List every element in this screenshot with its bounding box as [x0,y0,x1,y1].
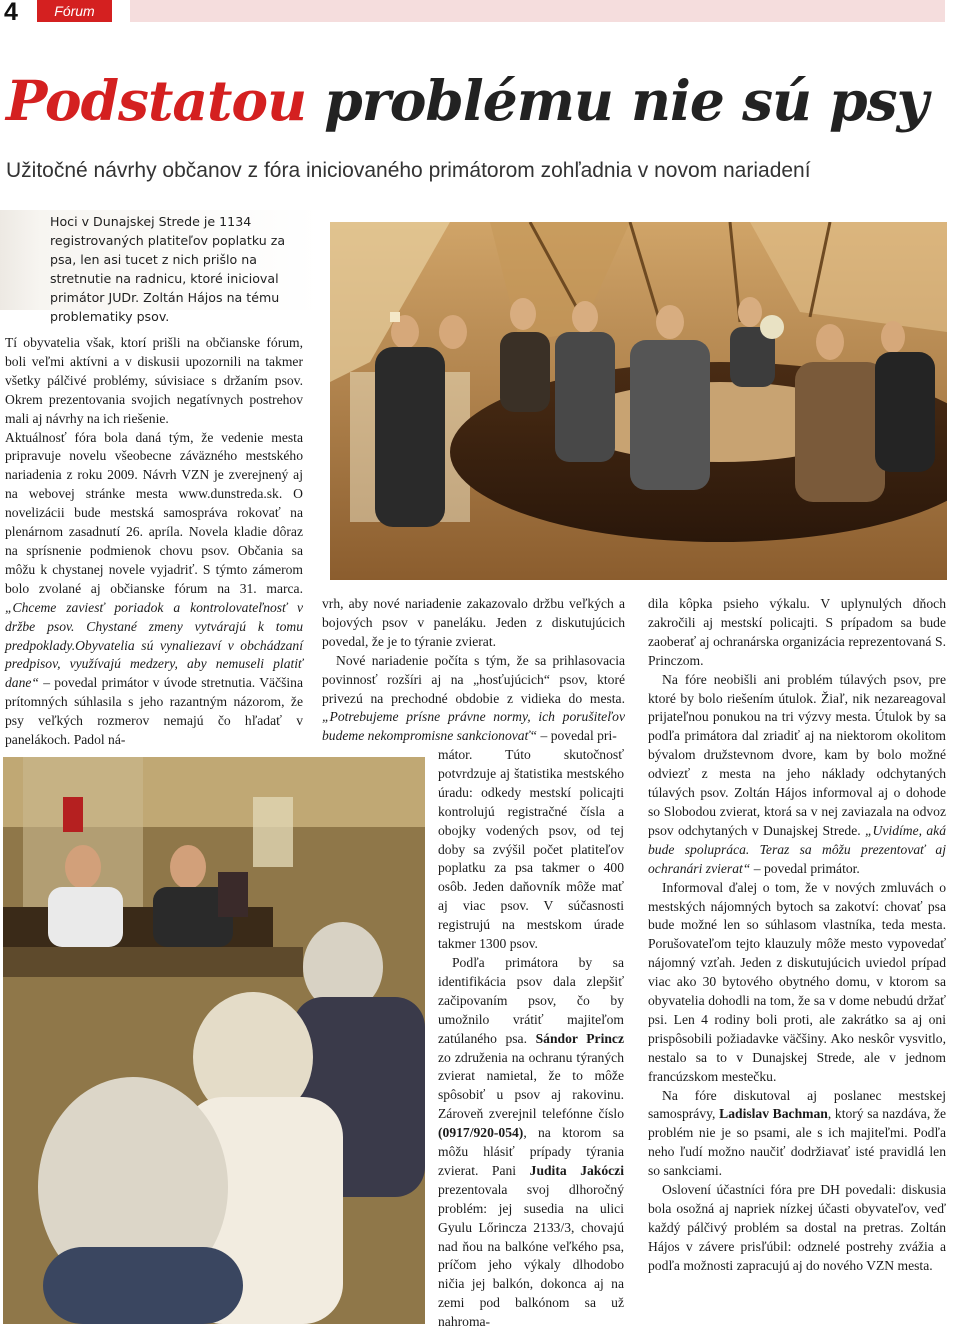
podium-photo [3,757,425,1324]
text-run: prezentovala svoj dlhoročný problém: jej susedia na ulici Gyulu Lőrincza 2133/3, chovajú nad ňou na balkóne veľkého psa, príčom jeho výkaly dlhodobo ničia jej balkón, dokonca aj na zemi pod balkónom sa už nahroma- [438,1181,624,1330]
paragraph [322,652,625,747]
lead-paragraph: Hoci v Dunajskej Strede je 1134 registrovaných platiteľov poplatku za psa, len asi tucet z nich prišlo na stretnutie na radnicu, ktoré inicioval primátor JUDr. Zoltán Hájos na tému problematiky psov. [50,214,286,324]
text-run: Aktuálnosť fóra bola daná tým, že vedenie mesta pripravuje novelu všeobecne záväzného mestského nariadenia z roku 2009. Návrh VZN je zverejnený aj na webovej stránke mesta www.dunstreda.sk. O novelizácii bude mestská samospráva rokovať na plenárnom zasadnutí 26. apríla. Novela kladie dôraz na sprísnenie podmienok chovu psov. Občania sa môžu k chystanej novele vyjadriť. S týmto zámerom bolo zvolané aj občianske fórum na 31. marca. [5,429,303,596]
headline [6,68,928,133]
paragraph [648,1087,946,1182]
person-name: Sándor Princz [535,1030,624,1046]
text-run: , na ktorom sa môžu hlásiť prípady týrania zvierat. Pani [438,1125,624,1178]
paragraph [438,954,624,1332]
quote: „Potrebujeme prísne právne normy, ich porušiteľov budeme nekompromisne sankcionovať“ [322,709,625,744]
section-label: Fórum [37,0,112,22]
text-run: – povedal primátor. [750,860,860,876]
paragraph: Oslovení účastníci fóra pre DH povedali: diskusia bola osožná aj napriek nízkej účasti obyvateľov, veď každý pálčivý problém sa dostal na pretras. Zoltán Hájos v závere prisľúbil: odznelé postrehy zvážia a podľa možnosti zapracujú aj do nového VZN mesta. [648,1182,946,1273]
quote: „Chceme zaviesť poriadok a kontrolovateľnosť v držbe psov. Chystané zmeny vytvárajú k tomu predpoklady.Obyvatelia sú vynaliezaví v obchádzaní predpisov, využívajú medzery, aby nemuseli platiť dane“ [5,599,303,691]
person-name: Judita Jakóczi [529,1162,624,1178]
text-run: Nové nariadenie počíta s tým, že sa prihlasovacia povinnosť rozšíri aj na „hosťujúcich“ psov, ktoré privezú na prechodné obdobie z vidieka do mesta. [322,652,625,706]
article-column-2-continued [438,746,624,1332]
paragraph: Tí obyvatelia však, ktorí prišli na občianske fórum, boli veľmi aktívni a v diskusii upozornili na takmer všetky pálčivé problémy, súvisiace s držaním psov. Okrem prezentovania svojich negatívnych postrehov mali aj návrhy na ich riešenie. [5,335,303,426]
paragraph [5,429,303,750]
headline-accent: Podstatou [6,68,307,133]
subheadline: Užitočné návrhy občanov z fóra iniciovaného primátorom zohľadnia v novom nariadení [6,159,811,182]
text-run: Na fóre diskutoval aj poslanec mestskej samosprávy, [648,1087,946,1122]
paragraph: mátor. Túto skutočnosť potvrdzuje aj štatistika mestského úradu: odkedy mestskí policajti kontrolujú registračné čísla a obojky vodených psov, od tej doby sa zvýšil počet platiteľov poplatku za psa takmer o 400 osôb. Jeden daňovník môže mať aj viac psov. V súčasnosti registrujú na mestskom úrade takmer 1300 psov. [438,747,624,952]
person-name: Ladislav Bachman [719,1106,828,1122]
paragraph: dila kôpka psieho výkalu. V uplynulých dňoch zakročili aj mestskí policajti. S prípadom sa bude zaoberať aj ochranárska organizácia reprezentovaná S. Princzom. [648,596,946,668]
text-run: – povedal primátor v úvode stretnutia. Väčšina prítomných súhlasila s jeho razantným názorom, že psy veľkých rozmerov nemajú čo hľadať v panelákoch. Padol ná- [5,675,303,748]
article-column-3 [648,595,946,1276]
header-band [130,0,945,22]
phone-number: (0917/920-054) [438,1125,524,1141]
paragraph: Informoval ďalej o tom, že v nových zmluvách o mestských nájomných bytoch sa zakotví: chovať psa bude možné len so súhlasom vlastníka, teda mesta. Porušovateľom tejto klauzuly môže mesto vypovedať nájomný vzťah. Jeden z diskutujúcich uviedol prípad viac ako 30 bytového obytného domu, v ktorom sa obyvatelia dohodli na tom, že sa v dome nebudú držať psi. Len 4 rodiny boli proti, ale zakrátko sa aj oni prispôsobili požiadavke väčšiny. Ako neskôr vysvitlo, nestalo sa to v Dunajskej Strede, ale v jednom francúzskom mestečku. [648,879,946,1084]
article-column-1 [5,334,303,750]
meeting-photo [330,222,947,580]
text-run: Na fóre neobišli ani problém túlavých psov, pre ktoré by bolo riešením útulok. Žiaľ, nik nezareagoval prijateľnou ponukou na tri výzvy mesta. Útulok by sa podľa primátora dal zriadiť aj na niektorom okolitom bývalom družstevnom dvore, kam by bolo možné odviezť z mesta na jeho náklady odchytaných túlavých psov. Zoltán Hájos informoval aj o dohode so Slobodou zvierat, ktorá sa v nej zaviazala na odvoz psov odchytaných v Dunajskej Strede. [648,671,946,838]
meeting-photo-art [330,222,947,580]
text-run: – povedal pri- [537,728,617,744]
paragraph [648,671,946,879]
text-run: , ktorý sa nazdáva, že problém nie je so psami, ale s ich majiteľmi. Podľa neho ľudí možno naučiť dodržiavať isté pravidlá len so sankciami. [648,1106,946,1179]
podium-photo-art [3,757,425,1324]
page-number: 4 [4,0,18,26]
paragraph: vrh, aby nové nariadenie zakazovalo držbu veľkých a bojových psov v paneláku. Jeden z diskutujúcich povedal, že je to týranie zvierat. [322,596,625,649]
text-run: Podľa primátora by sa identifikácia psov dala zlepšiť začipovaním psov, čo by umožnilo vrátiť majiteľom zatúlaného psa. [438,954,624,1046]
article-column-2 [322,595,625,746]
headline-rest: problému nie sú psy [306,68,928,133]
text-run: zo združenia na ochranu týraných zvierat namietal, že to môže spôsobiť u psov aj rakovinu. Zároveň zverejnil telefónne číslo [438,1049,624,1122]
quote: „Uvidíme, aká bude spolupráca. Teraz sa môžu prezentovať aj ochranári zvierat“ [648,822,946,876]
